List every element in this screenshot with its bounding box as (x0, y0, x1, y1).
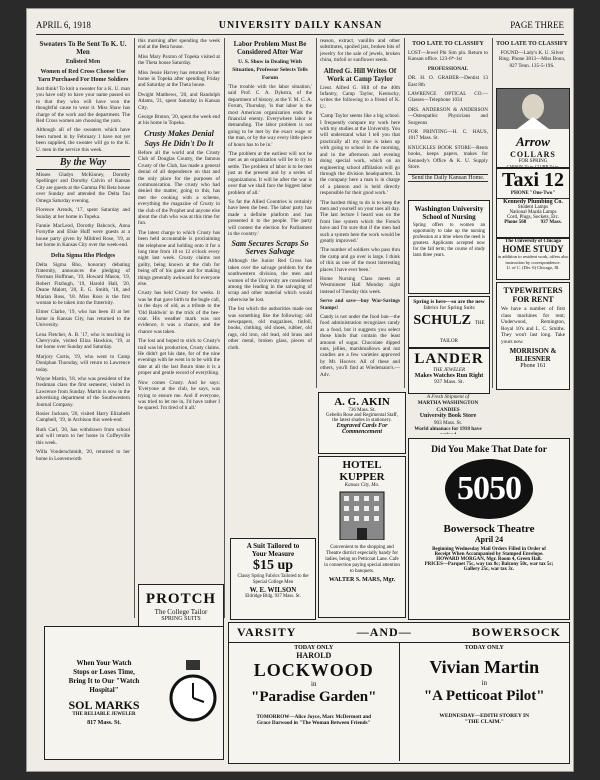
paragraph: Serve and save—buy War-Savings Stamps! (320, 298, 400, 311)
typewriters-heading: FOR RENT (512, 295, 554, 304)
masthead-page: PAGE THREE (510, 20, 564, 30)
sol-marks-ad (44, 626, 224, 760)
chicago-home-study-ad (496, 238, 570, 280)
paragraph: The latest charge to which Crusty has been held accountable is proclaiming the telephone and holding onto it for a long time from 10 to 12 o'clock every night last week. Crusty claims not guilty, being known at the club for being off of his game and for making things generally awkward for everyone else. (138, 229, 220, 287)
paragraph: Florence Arends, '17, spent Saturday and Sunday at her home in Topeka. (36, 207, 130, 220)
lander-sub: THE JEWELER (432, 368, 466, 373)
star-name: Vivian Martin (429, 657, 540, 677)
classified-heading: TOO LATE TO CLASSIFY (412, 41, 484, 47)
spring-line: Spring is here—so are the new (413, 299, 485, 305)
typewriters-name: MORRISON & (509, 347, 557, 355)
paragraph: George Bruton, '20, spent the week end at his home in Topeka. (138, 114, 220, 127)
candy-line: World almanacs for 1918 have (414, 426, 482, 433)
schulz-name: SCHULZ (413, 313, 471, 328)
hotel-mgr: WALTER S. MARS, Mgr. (328, 577, 396, 583)
candy-notice (408, 394, 488, 434)
hotel-body: Convenient to the shopping and Theatre district especially handy for ladies, being on Petticoat Lane. Cafe in connection paying special attention to banquets. (324, 545, 400, 574)
taxi-phone: PHONE "One-Two" (510, 191, 556, 196)
protch-name: PROTCH (145, 590, 217, 607)
typewriters-name: BLIESNER (515, 355, 551, 363)
theatre-line: Beginning Wednesday Mail Orders Filled in Order of (432, 547, 546, 552)
protch-suits: SPRING SUITS (161, 615, 201, 622)
headline: Delta Sigma Rho Pledges (50, 252, 116, 259)
paragraph: Misses Gladys McKinney, Dorothy Spellinger and Dorothy Calvin of Kansas City are guests at the Gamma Phi Beta house over Sunday and attended the Delta Tau Omega Saturday evening. (36, 172, 130, 204)
arrow-collars-ad (496, 88, 570, 168)
by-the-way-heading: By the Way (36, 156, 130, 170)
plumbing-line: National Mazda Lamps (509, 210, 557, 215)
paragraph: Wayne Martin, '18, who was president of the freshman class the first semester, visited in Lawrence from Sunday. Martin is now in the advertising department of the Southwestern Journal Company. (36, 376, 130, 408)
too-late-body: FOUND—Lady's K. U. Silver Ring. Phone 3813—Miss Bonn, 827 Tenn. 135-5-19S. (498, 50, 566, 69)
hotel-building-illustration (332, 488, 392, 540)
column-rule (134, 38, 135, 618)
classifieds (408, 38, 488, 198)
masthead-title: UNIVERSITY DAILY KANSAN (218, 19, 383, 31)
chicago-line: HOME STUDY (502, 244, 564, 254)
wilson-line: Your Measure (251, 550, 295, 558)
film-title: "Paradise Garden" (251, 689, 377, 705)
akin-name: A. G. AKIN (334, 396, 390, 408)
sol-line: Hospital" (89, 685, 119, 694)
paragraph: 'The number of soldiers who pass thru the camp and go over is large. I think of this as one of the most interesting places I have ever been.' (320, 247, 400, 273)
sol-name: SOL MARKS (68, 697, 140, 712)
plumbing-phone: Phone 568 (504, 220, 527, 225)
wilson-price: $15 up (252, 558, 294, 573)
schulz-sub: THE TAILOR (440, 321, 485, 344)
candy-line: University Book Store (419, 413, 477, 420)
sol-marks-text (45, 627, 163, 759)
sol-sub: THE RELIABLE JEWELER (72, 711, 136, 717)
today-only: TODAY ONLY (294, 645, 334, 651)
theatre-5050-badge: 5050 (445, 459, 533, 519)
varsity-header (229, 623, 569, 643)
paragraph: Lieut. Alfred G. Hill of the 40th Infantry, Camp Taylor, Kentucky, writes the following to a friend of K. U.: (320, 84, 400, 110)
paragraph: 'Camp Taylor seems like a big school. I frequently compare my work here with my studies at the University. You will understand what I tell you that practically all my time is taken up with going to school in the morning, and in the afternoon and evening doing special work, which on an engineering school affiliation will go through the division headquarters. In the company here a man is in charge of a platoon and is held directly responsible for their good work.' (320, 113, 400, 197)
paragraph: Dwight Matthews, '20, and Randolph Adams, '21, spent Saturday in Kansas City. (138, 91, 220, 111)
headline: Alfred G. Hill Writes Of Work at Camp Taylor (323, 66, 397, 83)
protch-ad (138, 584, 224, 628)
newspaper-page (26, 8, 574, 772)
paragraph: Before all the world and the Crusty Club of Douglas County, the famous Crusty of the Club, has made a general denial of all dependence on that and the only place for the purposes of communication. The crusty who had denied the matter, going to this, has met the cooking with a scheme, everything the magazine of Crusty in the club of the Prophet and anyone else about the club who was at this time for fun. (138, 149, 220, 227)
plumbing-addr: 937 Mass. (540, 220, 562, 225)
sol-line: When Your Watch (76, 658, 132, 667)
paragraph: The lost and hoped to stick to Crusty's trail was his production, Crusty claims. He didn't get his date, for of the nine evenings with he went in to be with the date at all the last Bourn time it is a proper and gentle record of everything. (138, 338, 220, 377)
sol-line: Stops or Loses Time, (73, 667, 135, 676)
paragraph: Although all of the sweaters which have been turned in by February 1 have not yet been supplied, the sweater will go to the K. U. men in the service this week. (36, 127, 130, 153)
sol-line: Bring It to Our "Watch (68, 676, 140, 685)
paragraph: Willa Vonderschmidt, '20, returned to her home in Leavenworth (36, 449, 130, 462)
theatre-line: Gallery 25c, war tax 3c. (463, 567, 515, 572)
spring-line: fabrics for Spring Suits (423, 305, 475, 311)
plumbing-contact (497, 220, 569, 225)
chicago-line: in addition to resident work, offers also instruction by correspondence. (497, 254, 569, 265)
collar-man-illustration (497, 89, 569, 129)
paragraph: Miss Mary Paxton of Topeka visited at the Theta house Saturday. (138, 53, 220, 67)
theatre-name: Bowersock Theatre (443, 523, 535, 535)
wilson-name: W. E. WILSON (249, 586, 297, 594)
paragraph: 'So far the Allied Countries is certainly have been the best. The labor party has made a definite platform and has presented it to the people. The party will contest the election for Parliament in the country.' (228, 198, 312, 237)
paragraph: Crusty has held Crusty for weeks. It was he that gave birth to the bugle call, in the days of old, as a tribute to the 'Old Baldwin' in the trick of the bee-coat. His weather mark was not evidence, it was a chance, and the chance was taken. (138, 290, 220, 335)
akin-line: the latest shades in stationery. (332, 418, 392, 423)
paragraph: Elmer Clarke, '19, who has been ill at her home in Kansas City, has returned to the University. (36, 309, 130, 329)
candy-line: MARTHA WASHINGTON CANDIES (417, 400, 479, 413)
headline: Sam Secures Scraps So Serves Salvage (231, 239, 309, 257)
film-title: "A Petticoat Pilot" (423, 688, 545, 704)
bowersock-theatre-5050-ad (408, 438, 570, 620)
plumbing-line: Cord, Plugs, Sockets, Etc. (506, 215, 560, 220)
chicago-line: U. of C. (Div. 6) Chicago, Ill. (506, 265, 560, 270)
paragraph: Home Nursing Class meets at Westminster Hall Monday night instead of Tuesday this week. (320, 276, 400, 295)
paragraph: this morning after spending the week end at the Beta house. (138, 38, 220, 51)
lander-line: Makes Watches Run Right (414, 373, 484, 379)
theatre-date: April 24 (474, 535, 504, 544)
star-name: LOCKWOOD (253, 660, 374, 680)
masthead-date: APRIL 6, 1918 (36, 20, 91, 30)
too-late-heading: TOO LATE TO CLASSIFY (496, 41, 568, 47)
arrow-sub: COLLARS (510, 150, 556, 159)
masthead (36, 16, 564, 35)
lander-ad (408, 348, 490, 394)
washu-title: Washington University (414, 205, 484, 213)
paragraph: Rosier Jackson, '20, visited Harry Elizabeth Campbell, '19, in Atchison this week-end. (36, 411, 130, 424)
schulz-ad (408, 296, 490, 348)
varsity-bowersock-ad (228, 622, 570, 764)
varsity-title: VARSITY (237, 625, 297, 639)
watch-illustration (163, 627, 223, 759)
column-rule (404, 38, 405, 388)
paragraph: Just think! To knit a sweater for a K. U. man you have only to have your name passed on to that they who will have won the thoughtful cause to wear it. Miss Shaw has charge of the work and the department. The Red Cross women are choosing the yarn. (36, 86, 130, 125)
classified-item: PROFESSIONAL (427, 65, 469, 72)
akin-addr: 736 Mass. St. (348, 408, 376, 413)
column-rule (316, 38, 317, 388)
protch-sub: The College Tailor (154, 607, 208, 616)
wilson-desc: Classy Spring Fabrics Tailored to the Special College Men (237, 574, 309, 585)
hotel-kupper-ad (318, 456, 406, 618)
arrow-sub2: FOR SPRING (518, 159, 548, 164)
column-3 (228, 38, 312, 388)
wilson-suit-ad (230, 538, 316, 620)
classified-item: FOR PRINTING—H. C. HAUS, 1017 Mass. St. (408, 129, 488, 142)
paragraph: reason, extract, vanillin and other substitutes, spoiled jars, broken bits of jewelry for the sale of jewels, broken china, tinfoil or sunflower seeds. (320, 38, 400, 64)
varsity-body (229, 643, 569, 761)
washu-subtitle: School of Nursing (422, 213, 476, 221)
hotel-city: Kansas City, Mo. (344, 483, 380, 488)
headline: Enlisted Men (65, 59, 101, 65)
headline: Crusty Makes Denial (144, 128, 214, 138)
headline: U. S. Show in Dealing With Situation, Professor Selects Tells Forum (232, 59, 308, 81)
column-1 (36, 38, 130, 620)
washu-body: Spring offers to women an opportunity to take up the nursing profession at a time when the need is greatest. Applicants accepted now for the fall term; the course of study lasts three years. (413, 223, 485, 258)
paragraph: 'The hardest thing to do is to keep the men and yourself on your toes all day. The last lecture I heard was on the front line system which the French have and I'm sure that if the men had such a system here the work would be greatly improved.' (320, 199, 400, 244)
lander-addr: 937 Mass. St. (434, 379, 464, 385)
paragraph: Now comes Crusty. And he says: 'Everyone at the club, he says, was trying to ensure me. And if everyone, was tried to let me in, I'd have rather I be spared. I'm tired of it all.' (138, 379, 220, 412)
wilson-addr: Eldridge Bldg. 937 Mass. St. (245, 594, 301, 599)
headline: Sweaters To Be Sent To K. U. Men (39, 40, 127, 56)
paragraph: Candy is not under the food ban—the food administration recognizes candy as a food, but it suggests you select those kinds that contain the least amount of sugar. Chocolate dipped nuts, jellies, marshmallows and nut candies are a few varieties approved by Mr. Hoover. All of these and others, you'll find at Wiedemann's.—Adv. (320, 314, 400, 378)
column-4 (320, 38, 400, 388)
column-2 (138, 38, 220, 578)
candy-line: A Fresh Shipment of (426, 394, 470, 400)
hotel-name: KUPPER (339, 471, 385, 483)
typewriters-body: We have a number of first class machines for rent; Underwood, Remington, Royal 10's and L. C. Smiths. They won't last long. Take yours now. (501, 306, 565, 345)
hotel-name: HOTEL (342, 459, 382, 471)
taxi-ad (496, 168, 570, 238)
headline: Says He Didn't Do It (144, 138, 214, 148)
paragraph: Fannie MacLeod, Dorothy Babcock, Anna Forsythe and Elsie Huff were guests at a house party given by Mildred Rose, '19, at her home in Kansas City over the week-end. (36, 222, 130, 249)
plumbing-name: Kennedy Plumbing Co. (497, 198, 569, 205)
theatre-line: PRICES—Parquet 75c, way tax 8c; Balcony 50c, war tax 5c; (424, 562, 554, 567)
theatre-line: Receipt When Accompanied by Stamped Envelope. (434, 552, 544, 557)
paragraph: Lena Fletcher, A. B. '17, who is teaching in Cherryvale, visited Eliza Hawkins, '19, at her home over Sunday and Saturday. (36, 331, 130, 351)
lander-name: LANDER (414, 351, 484, 367)
classified-item: LOST—Jewel Phi Sim pin. Return to Kansan office. 123-6*-1st (408, 50, 488, 63)
classified-item: DR. H. O. GRABER—Dentist 13 East 8th (408, 75, 488, 88)
wednesday-line: "THE CLAIM." (464, 719, 504, 725)
typewriters-phone: Phone 161 (520, 363, 546, 369)
bowersock-title: BOWERSOCK (471, 625, 561, 639)
paragraph: Ruth Carl, '20, has withdrawn from school and will return to her home in Coffeyville this week. (36, 426, 130, 446)
star-first: HAROLD (296, 651, 332, 660)
classified-item: KNUCKLES BOOK STORE—Rents books, keeps papers, makes for Kennedy's Office & K. U. Supply Store. (408, 144, 488, 171)
paragraph: Marjory Curtis, '19, who went to Camp Doniphan Thursday, will return to Lawrence today. (36, 353, 130, 373)
classified-item: LAWRENCE OPTICAL CO.—Glasses—Telephone 1034 (408, 91, 488, 104)
theatre-badge (409, 459, 569, 519)
arrow-brand: Arrow (516, 134, 550, 149)
paragraph: 'The trouble with the labor situation,' said Prof. C. A. Dykstra, of the department of history, at the Y. M. C. A. Forum, Thursday, 'is that labor is the most American organization ends the financial enemy. Everywhere labor is demanding. The labor problem is not going to be met by the exact wage or the man, or by the way every little piece of hours has to be in.' (228, 84, 312, 148)
paragraph: The list which the authorities made out was something like the following: old newspapers, old magazines, tinfoil, books, clothing, old shoes, rubber, old rags, old iron, old lead, old brass and other metal, broken glass, pieces of cloth. (228, 306, 312, 351)
theatre-head: Did You Make That Date for (431, 445, 547, 455)
tomorrow-line: TOMORROW—Alice Joyce, Marc McDermott and (256, 714, 372, 720)
paragraph: Miss Jessie Harvey has returned to her home in Topeka after spending Friday and Saturday at the Theta house. (138, 69, 220, 89)
in-label: in (481, 679, 487, 687)
sol-addr: 817 Mass. St. (87, 719, 121, 726)
arrow-note: CARSON 2½ in. CLUBB 2½ in. (506, 164, 560, 168)
headline: Women of Red Cross Choose Use Yarn Purchased For Home Soldiers (37, 69, 129, 83)
wednesday-line: WEDNESDAY—EDITH STOREY IN (439, 713, 530, 719)
chicago-line: The University of Chicago (505, 239, 561, 244)
too-late-classify (496, 38, 568, 88)
taxi-big: Taxi 12 (501, 169, 565, 191)
column-rule (224, 38, 225, 618)
bowersock-right (400, 643, 570, 761)
watch-icon (168, 658, 218, 728)
headline: Labor Problem Must Be Considered After War (233, 40, 307, 56)
candy-line: 903 Mass. St. (433, 419, 463, 426)
washington-university-ad (408, 200, 490, 294)
today-only: TODAY ONLY (464, 645, 504, 651)
akin-ad (318, 392, 406, 454)
and-title: —AND— (356, 625, 412, 639)
in-label: in (311, 680, 317, 688)
classified-item: DRS. ANDERSON & ANDERSON—Osteopathic Physicians and Surgeons (408, 106, 488, 126)
typewriters-heading: TYPEWRITERS (503, 286, 563, 295)
plumbing-line: Student Lamps (517, 205, 549, 210)
theatre-line: HOWARD MORGAN, Mgr. Room 4, Green Hall. (436, 557, 542, 562)
column-rule (492, 38, 493, 388)
akin-line: Gebelin Rose and Regimental Staff, (326, 413, 398, 418)
paragraph: 'The problem at the earliest will not be met as an organization will be to try to settle. The problem of labor is to be met just as the present and by a series of organizations. It will be after the war is over that we shall face the biggest labor problem of all.' (228, 151, 312, 196)
send-home-line: Send the Daily Kansan Home. (408, 174, 488, 182)
wilson-line: A Suit Tailored to (246, 542, 300, 550)
varsity-left (229, 643, 400, 761)
akin-line: Engraved Cards For Commencement (336, 423, 388, 435)
paragraph: Although the Junior Red Cross has taken over the salvage problem for the southwestern division, the men and women of the University are considered among the leading in the salvaging of scrap and other material which would otherwise be lost. (228, 258, 312, 303)
typewriters-ad (496, 282, 570, 390)
paragraph: Delta Sigma Rho, honorary debating fraternity, announces the pledging of Norman Hoffman, '19, Howard Mason, '19, Robert Fitzhugh, '19, Harold Hall, '20, Deane Malott, '20, E. G. Smith, '18, and Marian Ross, '18. Miss Ross is the first woman to be taken into the fraternity. (36, 261, 130, 306)
tomorrow-line: Grace Darwood in "The Woman Between Friends" (257, 720, 371, 726)
